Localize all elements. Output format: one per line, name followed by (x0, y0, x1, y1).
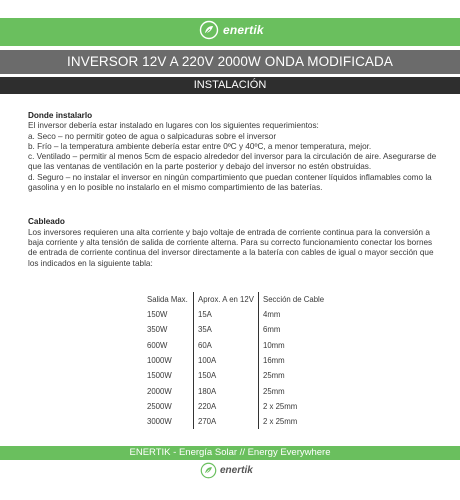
table-row (143, 322, 329, 337)
cell-cable: 16mm (259, 353, 330, 368)
install-line: a. Seco – no permitir goteo de agua o salpicaduras sobre el inversor (28, 131, 277, 141)
table-row (143, 383, 329, 398)
page-title: INVERSOR 12V A 220V 2000W ONDA MODIFICADA (0, 50, 460, 74)
cabling-heading: Cableado (28, 217, 65, 227)
cell-cable: 6mm (259, 322, 330, 337)
cell-output: 350W (147, 325, 168, 335)
cell-output: 2500W (147, 401, 172, 411)
cell-cable: 25mm (259, 368, 330, 383)
cell-current: 270A (194, 414, 259, 429)
cell-cable: 25mm (259, 383, 330, 398)
bottom-brand-logo (200, 462, 253, 479)
cell-current: 35A (194, 322, 259, 337)
brand-name: enertik (223, 23, 264, 37)
cell-current: 220A (194, 399, 259, 414)
cell-output: 3000W (147, 417, 172, 427)
cell-current: 150A (194, 368, 259, 383)
table-row (143, 414, 329, 429)
cell-output: 1500W (147, 371, 172, 381)
install-line: d. Seguro – no instalar el inversor en ningún compartimiento que puedan contener líquidos inflamables como la gasolina y en lo posible no instalarlo en el mismo compartimiento de las baterías. (28, 172, 432, 193)
cable-spec-table (143, 292, 329, 429)
cell-output: 600W (147, 340, 168, 350)
table-row (143, 307, 329, 322)
cell-cable: 10mm (259, 338, 330, 353)
cell-output: 150W (147, 310, 168, 320)
install-section (28, 111, 438, 193)
cell-current: 180A (194, 383, 259, 398)
cell-cable: 2 x 25mm (259, 414, 330, 429)
brand-name: enertik (220, 465, 253, 476)
leaf-logo-icon (199, 20, 219, 40)
install-line: El inversor debería estar instalado en lugares con los siguientes requerimientos: (28, 121, 319, 131)
header-output: Salida Max. (147, 295, 188, 304)
section-subtitle: INSTALACIÓN (0, 77, 460, 94)
leaf-logo-icon (200, 462, 217, 479)
footer-tagline: ENERTIK - Energía Solar // Energy Everywhere (0, 446, 460, 460)
table-row (143, 353, 329, 368)
cell-current: 100A (194, 353, 259, 368)
table-row (143, 368, 329, 383)
cabling-text: Los inversores requieren una alta corriente y bajo voltaje de entrada de corriente continua para la conversión a baja corriente y alta tensión de salida de corriente alterna. Para su correcto funcionamiento conectar los bornes de entrada de corriente continua del inversor directamente a la batería con cables de igual o mayor sección que los indicados en la siguiente tabla: (28, 227, 434, 268)
document-body (28, 111, 438, 269)
top-brand-logo (199, 20, 264, 40)
table-row (143, 399, 329, 414)
cell-cable: 2 x 25mm (259, 399, 330, 414)
cell-current: 15A (194, 307, 259, 322)
cell-output: 2000W (147, 386, 172, 396)
cell-cable: 4mm (259, 307, 330, 322)
install-heading: Donde instalarlo (28, 111, 93, 120)
cell-output: 1000W (147, 356, 172, 366)
install-line: b. Frío – la temperatura ambiente debería estar entre 0ºC y 40ºC, a menor temperatura, mejor. (28, 141, 372, 151)
header-cable-section: Sección de Cable (259, 292, 330, 307)
install-line: c. Ventilado – permitir al menos 5cm de espacio alrededor del inversor para la circulación de aire. Asegurarse de que las ventanas de ventilación en la parte posterior y debajo del inversor no estén obstruidas. (28, 152, 437, 172)
table-row (143, 338, 329, 353)
table-header-row (143, 292, 329, 307)
cell-current: 60A (194, 338, 259, 353)
header-current: Aprox. A en 12V (194, 292, 259, 307)
cabling-section (28, 217, 438, 268)
